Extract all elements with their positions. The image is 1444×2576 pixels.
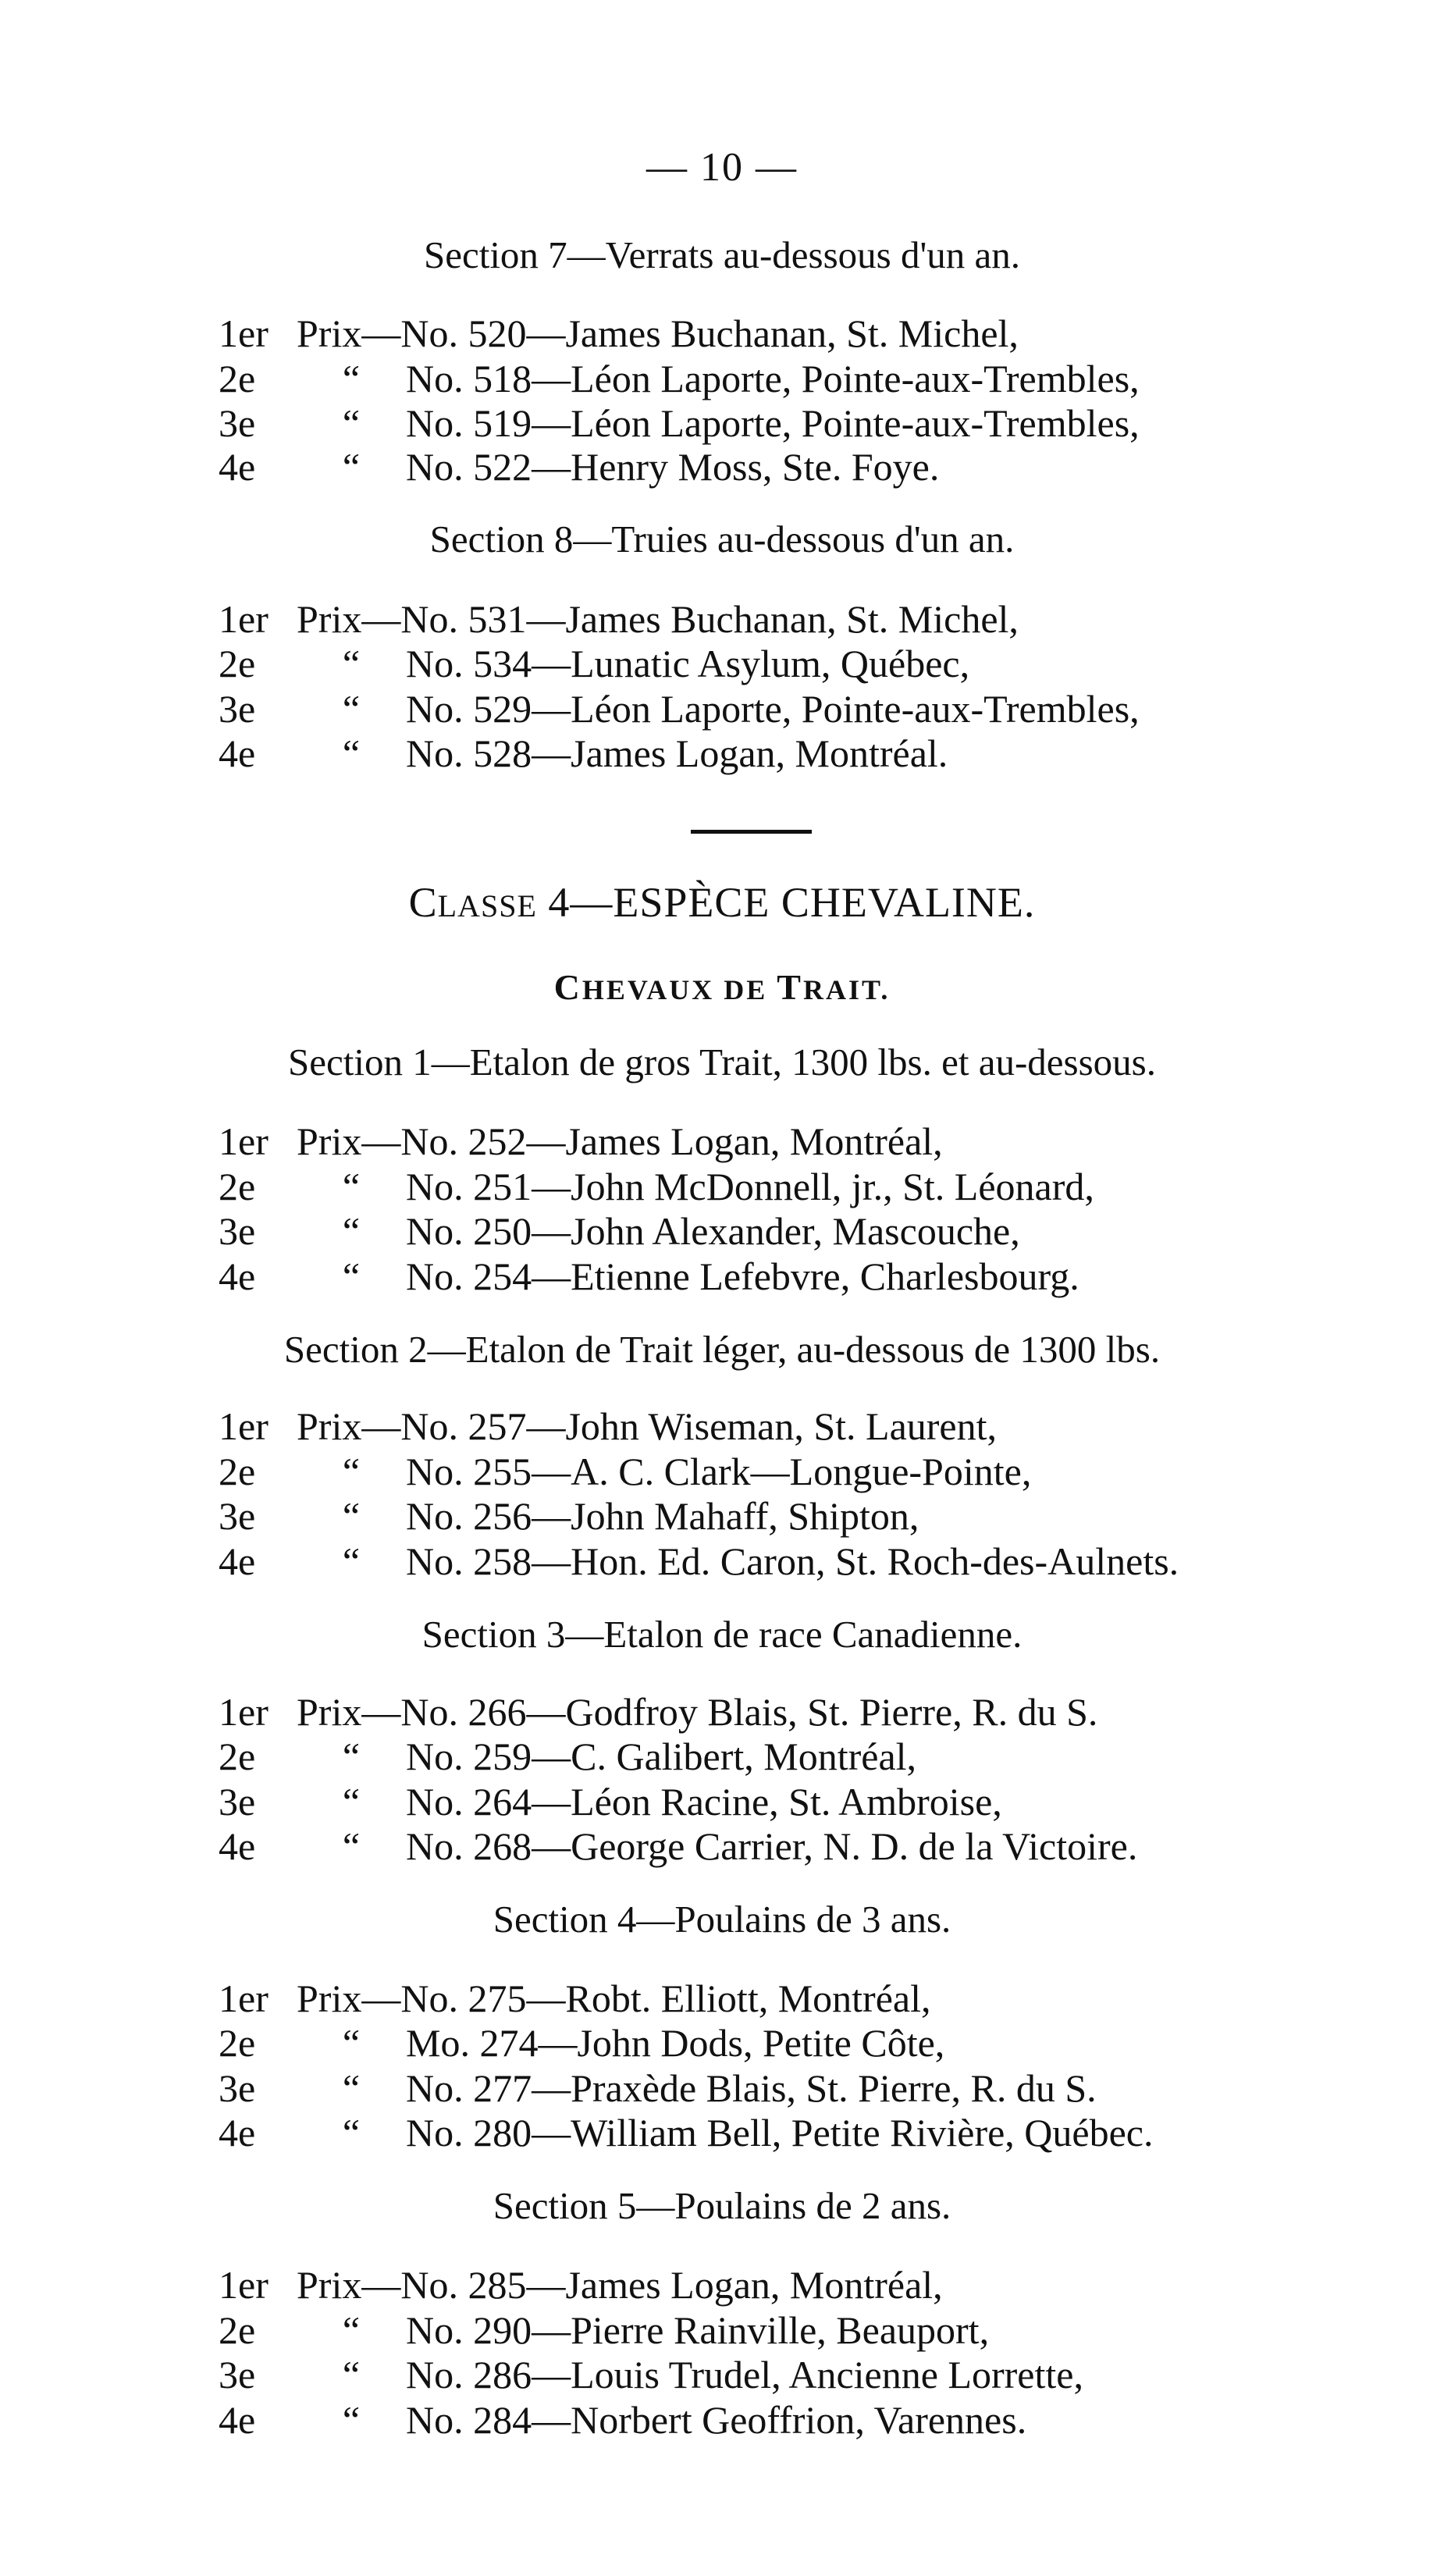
- prize-entry: [219, 1118, 943, 1165]
- ditto-mark: “: [342, 445, 361, 489]
- prize-rank: 1er: [219, 311, 269, 355]
- ditto-mark: “: [342, 2398, 361, 2442]
- classe-title: 4—ESPÈCE CHEVALINE.: [536, 879, 1036, 926]
- prize-text: No. 251—John McDonnell, jr., St. Léonard,: [406, 1165, 1094, 1208]
- prize-entry: [219, 1733, 916, 1780]
- ditto-mark: “: [342, 1539, 361, 1583]
- prize-rank: 3e: [219, 2066, 256, 2110]
- prize-entry: [219, 1823, 1137, 1870]
- prize-rank: 2e: [219, 1735, 256, 1778]
- prize-entry: [219, 1778, 1002, 1825]
- prize-text: No. 531—James Buchanan, St. Michel,: [400, 597, 1019, 641]
- prize-rank: 3e: [219, 1494, 256, 1538]
- prize-rank: 2e: [219, 357, 256, 400]
- section-7-heading: Section 7—Verrats au-dessous d'un an.: [423, 233, 1021, 276]
- prize-text: No. 518—Léon Laporte, Pointe-aux-Trembles,: [406, 357, 1140, 400]
- sub-heading-small-caps-2: RAIT.: [802, 974, 891, 1005]
- prize-text: No. 254—Etienne Lefebvre, Charlesbourg.: [406, 1254, 1079, 1298]
- section-3-heading: Section 3—Etalon de race Canadienne.: [421, 1613, 1023, 1656]
- prize-text: No. 257—John Wiseman, St. Laurent,: [400, 1404, 998, 1448]
- ditto-mark: “: [342, 1450, 361, 1493]
- prize-entry: [219, 1493, 919, 1539]
- prize-rank: 3e: [219, 401, 256, 445]
- prize-entry: [219, 730, 948, 777]
- prize-rank: 2e: [219, 2308, 256, 2352]
- prize-rank: 3e: [219, 1209, 256, 1253]
- prize-entry: [219, 1688, 1097, 1735]
- prize-rank: 4e: [219, 1539, 256, 1583]
- prize-entry: [219, 1403, 997, 1450]
- ditto-mark: “: [342, 2066, 361, 2110]
- prize-mark: Prix—: [297, 1119, 401, 1163]
- prize-text: No. 277—Praxède Blais, St. Pierre, R. du S.: [406, 2066, 1097, 2110]
- ditto-mark: “: [342, 731, 361, 775]
- prize-text: Mo. 274—John Dods, Petite Côte,: [406, 2021, 945, 2065]
- prize-rank: 1er: [219, 1119, 269, 1163]
- prize-text: No. 256—John Mahaff, Shipton,: [406, 1494, 919, 1538]
- prize-text: No. 290—Pierre Rainville, Beauport,: [406, 2308, 990, 2352]
- section-5-heading: Section 5—Poulains de 2 ans.: [493, 2184, 951, 2227]
- prize-text: No. 285—James Logan, Montréal,: [400, 2263, 943, 2307]
- prize-entry: [219, 1253, 1079, 1300]
- prize-entry: [219, 2109, 1154, 2156]
- prize-entry: [219, 443, 939, 490]
- prize-rank: 1er: [219, 1976, 269, 2020]
- prize-rank: 3e: [219, 1780, 256, 1823]
- prize-entry: [219, 2307, 989, 2354]
- prize-text: No. 252—James Logan, Montréal,: [400, 1119, 943, 1163]
- page-number: — 10 —: [646, 145, 798, 190]
- prize-text: No. 250—John Alexander, Mascouche,: [406, 1209, 1020, 1253]
- ditto-mark: “: [342, 1494, 361, 1538]
- prize-text: No. 275—Robt. Elliott, Montréal,: [400, 1976, 931, 2020]
- prize-text: No. 280—William Bell, Petite Rivière, Québec.: [406, 2111, 1154, 2154]
- prize-rank: 4e: [219, 2111, 256, 2154]
- prize-mark: Prix—: [297, 1976, 401, 2020]
- prize-rank: 1er: [219, 1404, 269, 1448]
- prize-rank: 4e: [219, 2398, 256, 2442]
- ditto-mark: “: [342, 1209, 361, 1253]
- prize-text: No. 286—Louis Trudel, Ancienne Lorrette,: [406, 2353, 1083, 2396]
- prize-mark: Prix—: [297, 597, 401, 641]
- ditto-mark: “: [342, 1780, 361, 1823]
- section-4-heading: Section 4—Poulains de 3 ans.: [493, 1898, 951, 1941]
- prize-mark: Prix—: [297, 1690, 401, 1734]
- ditto-mark: “: [342, 2353, 361, 2396]
- prize-entry: [219, 1163, 1094, 1210]
- ditto-mark: “: [342, 642, 361, 685]
- prize-text: No. 534—Lunatic Asylum, Québec,: [406, 642, 970, 685]
- prize-entry: [219, 2065, 1097, 2112]
- ditto-mark: “: [342, 1165, 361, 1208]
- prize-rank: 3e: [219, 687, 256, 731]
- prize-rank: 2e: [219, 1165, 256, 1208]
- ditto-mark: “: [342, 687, 361, 731]
- prize-entry: [219, 1975, 931, 2022]
- prize-entry: [219, 685, 1140, 732]
- prize-entry: [219, 1448, 1031, 1495]
- prize-rank: 2e: [219, 642, 256, 685]
- prize-rank: 4e: [219, 731, 256, 775]
- prize-rank: 4e: [219, 1254, 256, 1298]
- prize-text: No. 520—James Buchanan, St. Michel,: [400, 311, 1019, 355]
- prize-rank: 3e: [219, 2353, 256, 2396]
- sub-heading-small-caps: HEVAUX DE: [582, 974, 777, 1005]
- prize-text: No. 268—George Carrier, N. D. de la Victoire.: [406, 1824, 1138, 1868]
- prize-text: No. 258—Hon. Ed. Caron, St. Roch-des-Aulnets.: [406, 1539, 1179, 1583]
- prize-text: No. 522—Henry Moss, Ste. Foye.: [406, 445, 940, 489]
- ditto-mark: “: [342, 2021, 361, 2065]
- prize-text: No. 519—Léon Laporte, Pointe-aux-Trembles,: [406, 401, 1140, 445]
- section-1-heading: Section 1—Etalon de gros Trait, 1300 lbs. et au-dessous.: [288, 1041, 1156, 1083]
- section-2-heading: Section 2—Etalon de Trait léger, au-dessous de 1300 lbs.: [283, 1328, 1161, 1371]
- sub-heading-initial: C: [553, 967, 582, 1007]
- prize-entry: [219, 596, 1019, 642]
- prize-entry: [219, 310, 1019, 357]
- classe-heading: [0, 878, 1444, 927]
- prize-rank: 4e: [219, 445, 256, 489]
- prize-entry: [219, 400, 1140, 447]
- prize-rank: 1er: [219, 597, 269, 641]
- prize-entry: [219, 1538, 1179, 1585]
- prize-text: No. 528—James Logan, Montréal.: [406, 731, 948, 775]
- classe-small-caps: LASSE: [437, 888, 537, 923]
- prize-rank: 2e: [219, 1450, 256, 1493]
- classe-initial: C: [408, 879, 438, 926]
- prize-rank: 2e: [219, 2021, 256, 2065]
- prize-entry: [219, 2351, 1083, 2398]
- divider-rule: [691, 830, 812, 834]
- ditto-mark: “: [342, 1824, 361, 1868]
- ditto-mark: “: [342, 357, 361, 400]
- prize-mark: Prix—: [297, 311, 401, 355]
- prize-entry: [219, 2396, 1026, 2443]
- prize-entry: [219, 640, 969, 687]
- ditto-mark: “: [342, 401, 361, 445]
- prize-entry: [219, 1208, 1020, 1254]
- prize-text: No. 284—Norbert Geoffrion, Varennes.: [406, 2398, 1027, 2442]
- prize-entry: [219, 2019, 944, 2066]
- ditto-mark: “: [342, 1254, 361, 1298]
- prize-text: No. 259—C. Galibert, Montréal,: [406, 1735, 917, 1778]
- prize-text: No. 529—Léon Laporte, Pointe-aux-Trembles,: [406, 687, 1140, 731]
- prize-entry: [219, 355, 1140, 402]
- prize-text: No. 255—A. C. Clark—Longue-Pointe,: [406, 1450, 1032, 1493]
- prize-entry: [219, 2261, 943, 2308]
- prize-text: No. 266—Godfroy Blais, St. Pierre, R. du S.: [400, 1690, 1098, 1734]
- sub-heading-initial-2: T: [777, 967, 803, 1007]
- prize-rank: 4e: [219, 1824, 256, 1868]
- section-8-heading: Section 8—Truies au-dessous d'un an.: [429, 518, 1015, 560]
- ditto-mark: “: [342, 1735, 361, 1778]
- prize-rank: 1er: [219, 1690, 269, 1734]
- prize-mark: Prix—: [297, 2263, 401, 2307]
- ditto-mark: “: [342, 2308, 361, 2352]
- prize-mark: Prix—: [297, 1404, 401, 1448]
- prize-text: No. 264—Léon Racine, St. Ambroise,: [406, 1780, 1002, 1823]
- ditto-mark: “: [342, 2111, 361, 2154]
- sub-heading: [0, 966, 1444, 1008]
- prize-rank: 1er: [219, 2263, 269, 2307]
